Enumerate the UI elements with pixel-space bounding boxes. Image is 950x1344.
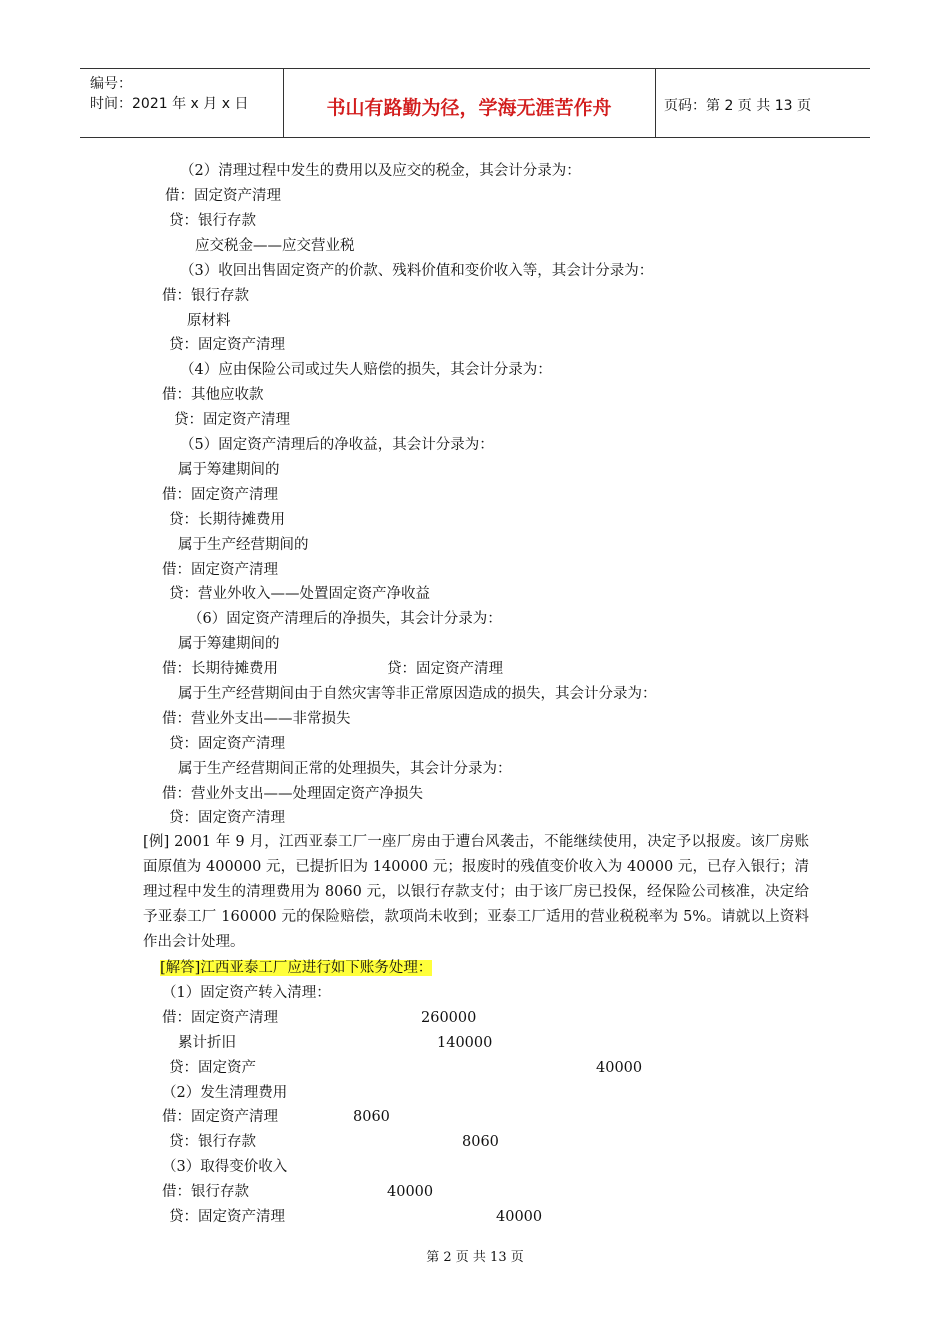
solution-line: （2）发生清理费用 [162,1085,288,1101]
text-line: 贷：固定资产清理 [169,810,285,826]
solution-amount: 8060 [353,1109,390,1125]
time-label: 时间：2021 年 x 月 x 日 [90,96,249,112]
text-line: 借：固定资产清理 [162,487,278,503]
text-line: 属于筹建期间的 [178,462,280,478]
text-line: 应交税金——应交营业税 [195,238,355,254]
text-line: 原材料 [187,313,231,329]
text-line: 借：银行存款 [162,288,249,304]
text-line: 贷：固定资产清理 [169,337,285,353]
solution-amount: 8060 [462,1134,499,1150]
text-line: 属于生产经营期间正常的处理损失，其会计分录为： [178,761,512,777]
solution-line: 贷：银行存款 [169,1134,256,1150]
solution-line: 累计折旧 [178,1035,236,1051]
answer-title [160,959,432,977]
page-info: 页码：第 2 页 共 13 页 [664,98,811,114]
text-line: 属于生产经营期间由于自然灾害等非正常原因造成的损失，其会计分录为： [178,686,657,702]
motto: 书山有路勤为径，学海无涯苦作舟 [326,97,612,119]
solution-line: （1）固定资产转入清理： [162,985,331,1001]
solution-amount: 260000 [421,1010,477,1026]
page-footer: 第 2 页 共 13 页 [426,1250,524,1265]
header-left-cell [80,69,284,137]
text-line: 属于筹建期间的 [178,636,280,652]
text-line: 贷：银行存款 [169,213,256,229]
page-header [80,68,870,138]
solution-line: 借：固定资产清理 [162,1010,278,1026]
solution-amount: 40000 [387,1184,434,1200]
text-line: 借：营业外支出——非常损失 [162,711,351,727]
text-line: （4）应由保险公司或过失人赔偿的损失，其会计分录为： [180,362,552,378]
header-motto-cell [283,69,656,137]
solution-line: 贷：固定资产清理 [169,1209,285,1225]
text-line: 属于生产经营期间的 [178,537,309,553]
text-line: 贷：固定资产清理 [169,736,285,752]
text-line: （6）固定资产清理后的净损失，其会计分录为： [188,611,502,627]
text-line: 贷：固定资产清理 [387,661,503,677]
text-line: 借：其他应收款 [162,387,264,403]
text-line: 贷：营业外收入——处置固定资产净收益 [169,586,430,602]
text-line: （5）固定资产清理后的净收益，其会计分录为： [180,437,494,453]
solution-line: 借：固定资产清理 [162,1109,278,1125]
number-label: 编号： [90,76,132,92]
text-line: 借：长期待摊费用 [162,661,278,677]
text-line: 借：固定资产清理 [162,562,278,578]
text-line: （3）收回出售固定资产的价款、残料价值和变价收入等，其会计分录为： [180,263,654,279]
text-line: （2）清理过程中发生的费用以及应交的税金，其会计分录为： [180,163,581,179]
solution-line: （3）取得变价收入 [162,1159,288,1175]
solution-amount: 140000 [437,1035,493,1051]
solution-line: 贷：固定资产 [169,1060,256,1076]
text-line: 借：营业外支出——处理固定资产净损失 [162,786,423,802]
solution-amount: 40000 [496,1209,543,1225]
example-paragraph: [例] 2001 年 9 月，江西亚泰工厂一座厂房由于遭台风袭击，不能继续使用，决定予以报废。该厂房账面原值为 400000 元，已提折旧为 140000 元；报废时的残值变价收入为 40000 元，已存入银行；清理过程中发生的清理费用为 8060 元，以银行存款支付；由于该厂房已投保，经保险公司核准，决定给予亚泰工厂 160000 元的保险赔偿，款项尚未收到；亚泰工厂适用的营业税税率为 5%。请就以上资料作出会计处理。 [143,834,809,950]
text-line: 贷：固定资产清理 [174,412,290,428]
text-line: 贷：长期待摊费用 [169,512,285,528]
answer-highlight: [解答]江西亚泰工厂应进行如下账务处理： [160,960,433,976]
text-line: 借：固定资产清理 [165,188,281,204]
solution-amount: 40000 [596,1060,643,1076]
solution-line: 借：银行存款 [162,1184,249,1200]
header-page-cell [656,69,870,137]
